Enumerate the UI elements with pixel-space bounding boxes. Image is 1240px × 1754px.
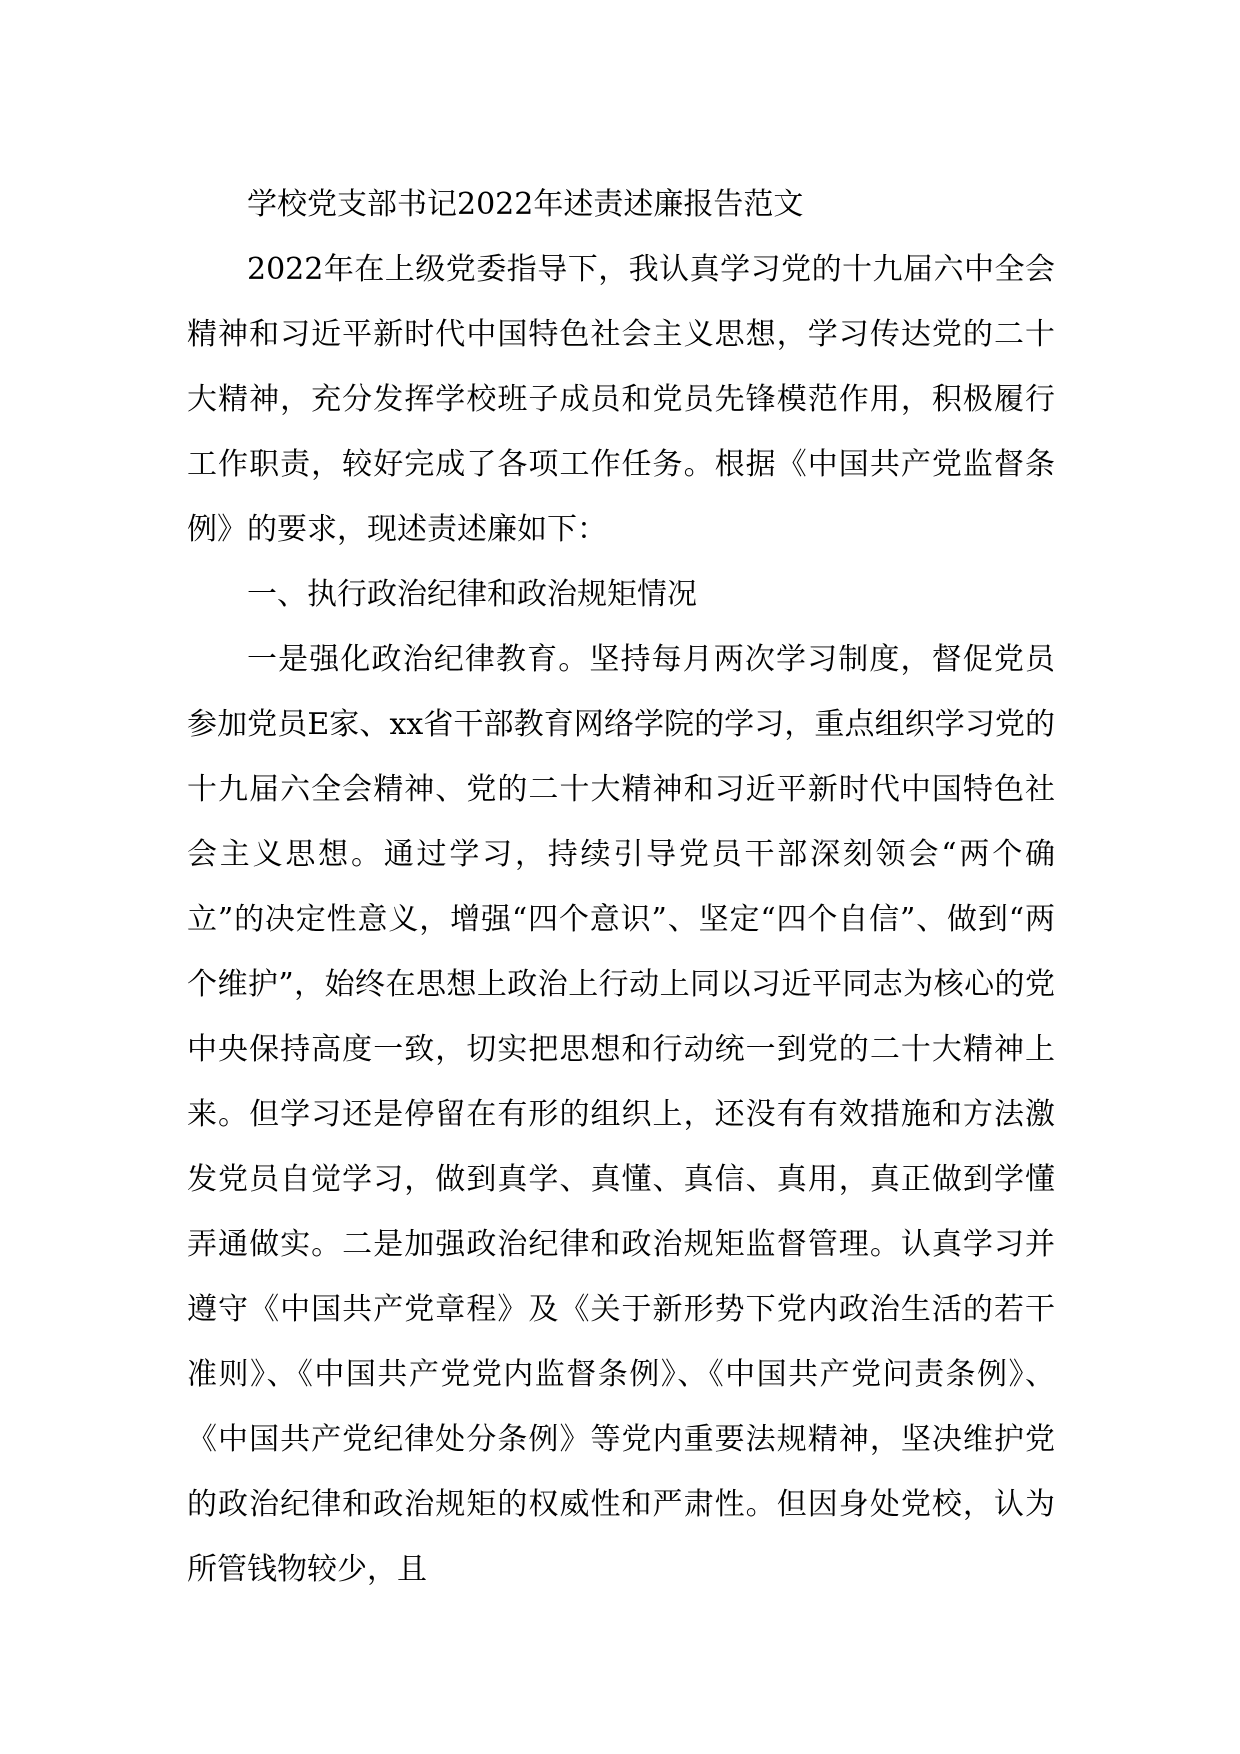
body-paragraph: 一是强化政治纪律教育。坚持每月两次学习制度，督促党员参加党员E家、xx省干部教育网络学院的学习，重点组织学习党的十九届六全会精神、党的二十大精神和习近平新时代中国特色社会主义思想。通过学习，持续引导党员干部深刻领会“两个确立”的决定性意义，增强“四个意识”、坚定“四个自信”、做到“两个维护”，始终在思想上政治上行动上同以习近平同志为核心的党中央保持高度一致，切实把思想和行动统一到党的二十大精神上来。但学习还是停留在有形的组织上，还没有有效措施和方法激发党员自觉学习，做到真学、真懂、真信、真用，真正做到学懂弄通做实。二是加强政治纪律和政治规矩监督管理。认真学习并遵守《中国共产党章程》及《关于新形势下党内政治生活的若干准则》、《中国共产党党内监督条例》、《中国共产党问责条例》、《中国共产党纪律处分条例》等党内重要法规精神，坚决维护党的政治纪律和政治规矩的权威性和严肃性。但因身处党校，认为所管钱物较少，且	[187, 642, 1055, 1587]
section-heading: 一、执行政治纪律和政治规矩情况	[247, 577, 697, 612]
document-title: 学校党支部书记2022年述责述廉报告范文	[247, 187, 804, 222]
intro-paragraph: 2022年在上级党委指导下，我认真学习党的十九届六中全会精神和习近平新时代中国特色社会主义思想，学习传达党的二十大精神，充分发挥学校班子成员和党员先锋模范作用，积极履行工作职责，较好完成了各项工作任务。根据《中国共产党监督条例》的要求，现述责述廉如下：	[187, 252, 1055, 547]
document-page	[187, 172, 1055, 1602]
